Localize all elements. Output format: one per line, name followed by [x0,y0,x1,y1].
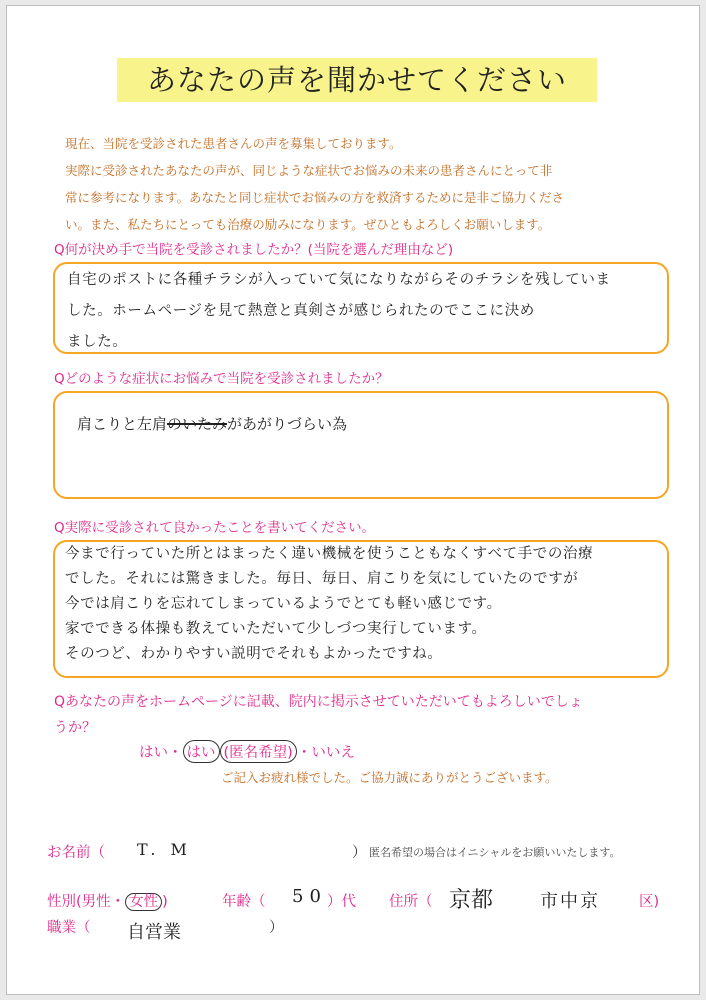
page-title: あなたの声を聞かせてください [117,58,597,102]
intro-line: 現在、当院を受診された患者さんの声を募集しております。 [65,136,402,151]
consent-options [139,740,355,763]
intro-line: 実際に受診されたあなたの声が、同じような症状でお悩みの未来の患者さんにとって非 [65,163,553,178]
option-yes: はい [139,745,168,761]
answer-3-text [65,542,593,667]
address-city: 市中京 [540,891,600,912]
answer-2-struck: のいたみ [167,415,228,433]
sex-open: ( [76,894,82,910]
answer-1-line: ました。 [67,334,128,350]
sex-male: 男性 [81,894,111,910]
sex-female-selected: 女性 [125,893,162,911]
job-close: ） [269,920,284,936]
answer-2-text [77,409,347,440]
answer-2-after: があがりづらい為 [227,415,348,433]
questionnaire-sheet [6,5,700,995]
address-label: 住所（ [389,894,433,910]
answer-1-line: した。ホームページを見て熱意と真剣さが感じられたのでここに決め [67,303,535,319]
question-4-line: Qあなたの声をホームページに記載、院内に掲示させていただいてもよろしいでしょ [54,694,583,710]
answer-1-line: 自宅のポストに各種チラシが入っていて気になりながらそのチラシを残していま [67,272,611,288]
sex-close: ) [162,894,168,910]
address-ward: 区) [639,894,660,910]
name-close: ） [352,845,367,861]
address-prefecture: 京都 [449,888,494,913]
answer-1-text [67,265,611,358]
answer-2-before: 肩こりと左肩 [77,415,168,433]
sex-label: 性別 [47,894,76,910]
sex-dot: ・ [110,894,126,910]
option-yes-selected: はい [183,740,220,763]
name-label: お名前（ [47,845,105,861]
question-3: Q実際に受診されて良かったことを書いてください。 [54,520,376,536]
job-value: 自営業 [127,922,181,943]
question-1: Q何が決め手で当院を受診されましたか？(当院を選んだ理由など) [54,242,454,258]
job-label: 職業（ [47,920,91,936]
answer-3-line: そのつど、わかりやすい説明でそれもよかったですね。 [65,646,443,662]
separator-dot: ・ [168,745,183,761]
option-anonymous-selected: (匿名希望) [220,740,297,763]
separator-dot: ・ [296,745,312,761]
name-note: 匿名希望の場合はイニシャルをお願いいたします。 [369,846,621,859]
question-4-line: うか？ [54,720,96,736]
answer-3-line: 今まで行っていた所とはまったく違い機械を使うこともなくすべて手での治療 [65,546,594,562]
age-label: 年齢（ [222,894,266,910]
answer-3-line: 今では肩こりを忘れてしまっているようでとても軽い感じです。 [65,596,502,612]
age-value: 50 [292,886,327,907]
name-value: T. M [137,840,192,859]
sex-field [47,890,168,911]
question-2: Qどのような症状にお悩みで当院を受診されましたか？ [54,371,389,387]
option-no: いいえ [311,745,355,761]
intro-line: い。また、私たちにとっても治療の励みになります。ぜひともよろしくお願いします。 [65,217,551,232]
intro-line: 常に参考になります。あなたと同じ症状でお悩みの方を救済するために是非ご協力くださ [65,190,565,205]
age-close: ）代 [327,894,356,910]
answer-3-line: でした。それには驚きました。毎日、毎日、肩こりを気にしていたのですが [65,571,579,587]
answer-box-2 [53,391,669,499]
intro-text [65,130,645,238]
question-4 [54,689,583,741]
thanks-message: ご記入お疲れ様でした。ご協力誠にありがとうございます。 [221,770,558,785]
answer-3-line: 家でできる体操も教えていただいて少しづつ実行しています。 [65,621,487,637]
